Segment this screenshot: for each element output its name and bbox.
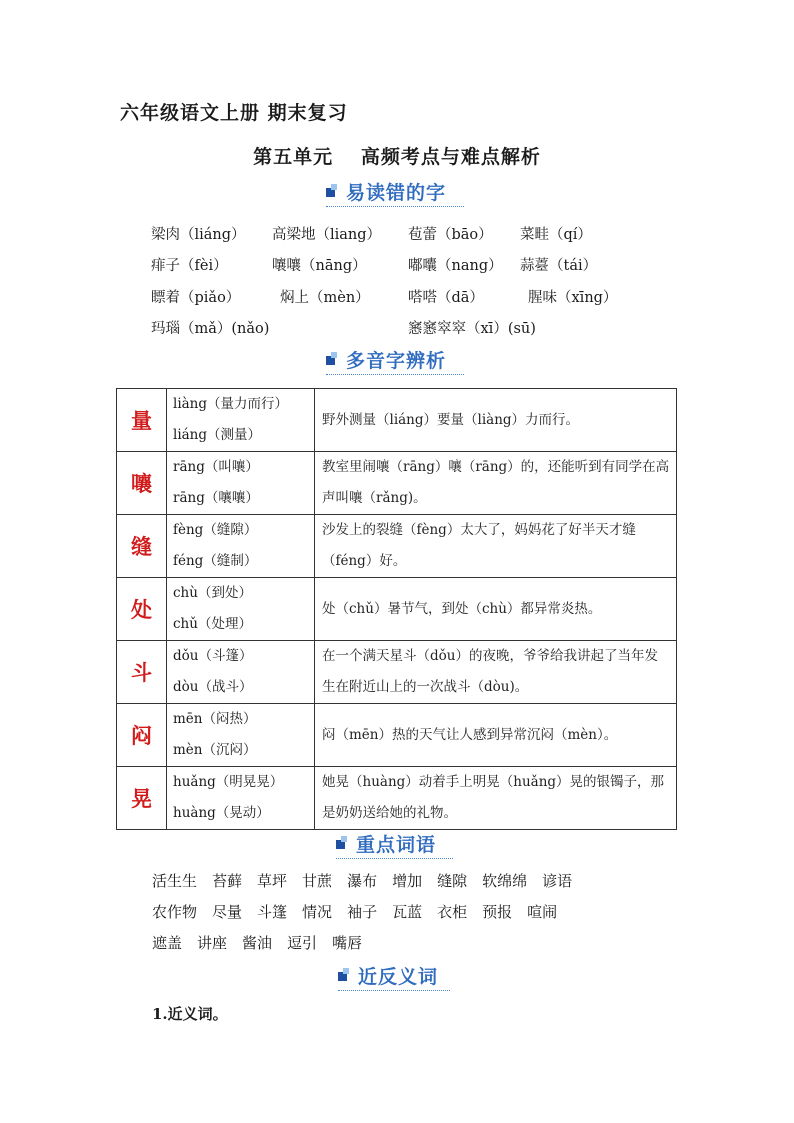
unit-number: 第五单元 <box>253 146 334 168</box>
reading-cell <box>167 515 315 578</box>
table-row <box>117 641 677 704</box>
key-word: 活生生 <box>152 872 198 890</box>
table-row <box>117 578 677 641</box>
misread-item: 嗒嗒（dā） <box>408 290 484 306</box>
key-word: 袖子 <box>347 903 378 921</box>
key-word: 情况 <box>302 903 333 921</box>
example-sentence: 野外测量（liáng）要量（liàng）力而行。 <box>315 389 677 452</box>
unit-title <box>0 142 794 169</box>
key-word: 喧闹 <box>527 903 558 921</box>
reading-cell <box>167 641 315 704</box>
example-sentence: 闷（mēn）热的天气让人感到异常沉闷（mèn）。 <box>315 704 677 767</box>
table-row <box>117 704 677 767</box>
reading-2: huàng（晃动） <box>173 805 270 821</box>
reading-cell <box>167 578 315 641</box>
square-bullet-icon <box>338 968 352 982</box>
key-word: 尽量 <box>212 903 243 921</box>
reading-1: rāng（叫嚷） <box>173 459 259 475</box>
misread-item: 玛瑙（mǎ）(nǎo) <box>151 321 270 337</box>
square-bullet-icon <box>326 352 340 366</box>
example-sentence: 沙发上的裂缝（fèng）太大了，妈妈花了好半天才缝（féng）好。 <box>315 515 677 578</box>
reading-cell <box>167 704 315 767</box>
synonyms-subtitle: 1.近义词。 <box>152 1005 228 1023</box>
misread-item: 蒜薹（tái） <box>520 258 598 274</box>
key-word: 讲座 <box>197 934 228 952</box>
misread-item: 苞蕾（bāo） <box>408 227 493 243</box>
misread-item: 嚷嚷（nāng） <box>272 258 367 274</box>
misread-item: 嘟囔（nang） <box>408 258 503 274</box>
document-title: 六年级语文上册 期末复习 <box>120 102 348 124</box>
misread-item: 窸窸窣窣（xī）(sū) <box>408 321 536 337</box>
key-word: 甘蔗 <box>302 872 333 890</box>
polyphonic-char: 处 <box>117 578 167 641</box>
key-word: 苔藓 <box>212 872 243 890</box>
polyphonic-char: 斗 <box>117 641 167 704</box>
reading-2: liáng（测量） <box>173 427 262 443</box>
square-bullet-icon <box>326 184 340 198</box>
section-label: 重点词语 <box>356 833 437 856</box>
key-word: 农作物 <box>152 903 198 921</box>
polyphonic-char: 晃 <box>117 767 167 830</box>
section-label: 多音字辨析 <box>346 349 447 372</box>
key-word: 缝隙 <box>437 872 468 890</box>
polyphonic-char: 嚷 <box>117 452 167 515</box>
key-word: 瀑布 <box>347 872 378 890</box>
reading-2: chǔ（处理） <box>173 616 252 632</box>
reading-1: liàng（量力而行） <box>173 396 289 412</box>
example-sentence: 教室里闹嚷（rāng）嚷（rāng）的，还能听到有同学在高声叫嚷（rǎng)。 <box>315 452 677 515</box>
example-sentence: 她晃（huàng）动着手上明晃（huǎng）晃的银镯子，那是奶奶送给她的礼物。 <box>315 767 677 830</box>
reading-2: rāng（嚷嚷） <box>173 490 259 506</box>
polyphonic-char: 缝 <box>117 515 167 578</box>
reading-2: mèn（沉闷） <box>173 742 257 758</box>
square-bullet-icon <box>336 836 350 850</box>
polyphonic-char: 闷 <box>117 704 167 767</box>
reading-1: huǎng（明晃晃） <box>173 774 284 790</box>
misread-item: 菜畦（qí） <box>520 227 592 243</box>
key-words-row <box>152 932 362 953</box>
key-word: 衣柜 <box>437 903 468 921</box>
misread-item: 梁肉（liáng） <box>151 227 246 243</box>
key-word: 预报 <box>482 903 513 921</box>
polyphonic-char: 量 <box>117 389 167 452</box>
reading-cell <box>167 452 315 515</box>
reading-cell <box>167 389 315 452</box>
polyphonic-table <box>116 388 677 830</box>
key-word: 遮盖 <box>152 934 183 952</box>
example-sentence: 处（chǔ）暑节气，到处（chù）都异常炎热。 <box>315 578 677 641</box>
section-heading-synonyms <box>338 960 450 991</box>
section-heading-misread <box>326 176 464 207</box>
table-row <box>117 515 677 578</box>
section-label: 近反义词 <box>358 965 439 988</box>
unit-topic: 高频考点与难点解析 <box>360 146 541 168</box>
key-word: 增加 <box>392 872 423 890</box>
table-row <box>117 389 677 452</box>
misread-item: 瞟着（piǎo） <box>151 290 241 306</box>
key-word: 瓦蓝 <box>392 903 423 921</box>
table-row <box>117 452 677 515</box>
reading-1: chù（到处） <box>173 585 252 601</box>
reading-1: mēn（闷热） <box>173 711 257 727</box>
reading-2: dòu（战斗） <box>173 679 253 695</box>
misread-item: 腥味（xīng） <box>528 290 618 306</box>
table-row <box>117 767 677 830</box>
reading-cell <box>167 767 315 830</box>
example-sentence: 在一个满天星斗（dǒu）的夜晚，爷爷给我讲起了当年发生在附近山上的一次战斗（dòu)。 <box>315 641 677 704</box>
key-word: 斗篷 <box>257 903 288 921</box>
reading-1: dǒu（斗篷） <box>173 648 253 664</box>
key-word: 逗引 <box>287 934 318 952</box>
key-word: 酱油 <box>242 934 273 952</box>
misread-item: 焖上（mèn） <box>280 290 370 306</box>
misread-item: 高梁地（liang） <box>272 227 382 243</box>
key-words-row <box>152 901 557 922</box>
key-words-row <box>152 870 572 891</box>
key-word: 谚语 <box>542 872 573 890</box>
key-word: 软绵绵 <box>482 872 528 890</box>
key-word: 嘴唇 <box>332 934 363 952</box>
reading-2: féng（缝制） <box>173 553 258 569</box>
section-heading-polyphonic <box>326 344 464 375</box>
section-label: 易读错的字 <box>346 181 447 204</box>
misread-item: 痱子（fèi） <box>151 258 228 274</box>
reading-1: fèng（缝隙） <box>173 522 258 538</box>
section-heading-key-words <box>336 828 453 859</box>
key-word: 草坪 <box>257 872 288 890</box>
